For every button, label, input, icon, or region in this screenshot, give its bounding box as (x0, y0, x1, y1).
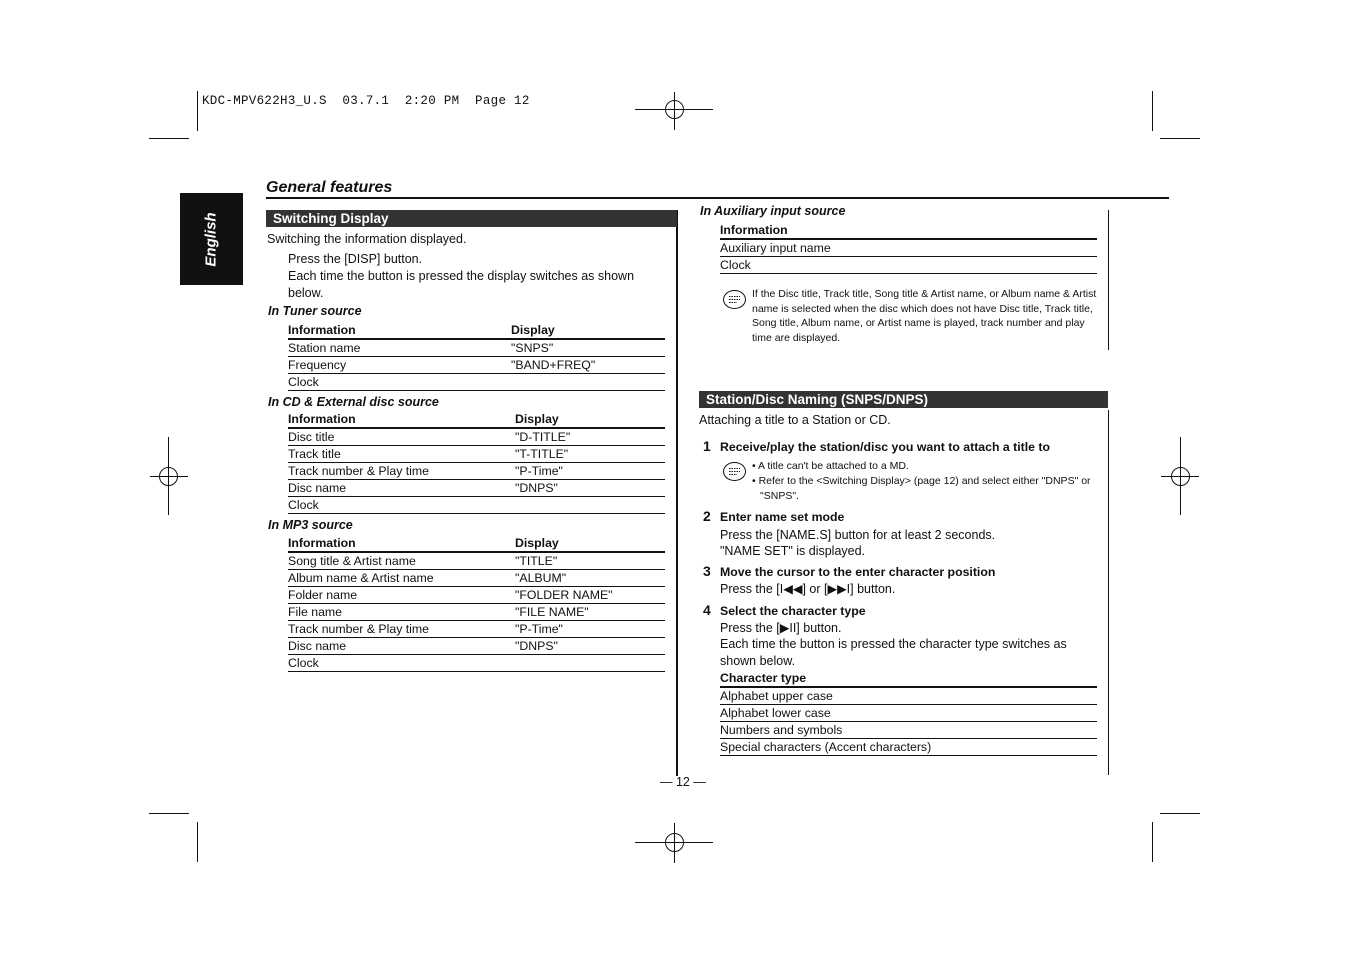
step-text: Press the [▶II] button. (720, 621, 842, 635)
table-cell: Clock (288, 497, 515, 514)
registration-mark (1171, 467, 1190, 486)
language-tab (180, 193, 243, 285)
column-header: Display (511, 322, 665, 339)
mp3-table (288, 535, 665, 672)
table-row (720, 257, 1097, 274)
table-cell: "BAND+FREQ" (511, 357, 665, 374)
column-header: Character type (720, 670, 1097, 687)
table-cell: Clock (288, 374, 511, 391)
crop-mark (1152, 91, 1153, 131)
file-header: KDC-MPV622H3_U.S 03.7.1 2:20 PM Page 12 (202, 94, 530, 108)
column-header: Information (288, 322, 511, 339)
table-cell: "T-TITLE" (515, 446, 665, 463)
crop-mark (1160, 138, 1200, 139)
table-cell: Station name (288, 339, 511, 357)
table-cell (515, 655, 665, 672)
step-number: 3 (703, 563, 711, 579)
table-cell (515, 497, 665, 514)
note-lines-icon (728, 467, 741, 476)
table-cell: Folder name (288, 587, 515, 604)
instruction-text: Press the [DISP] button. (288, 252, 423, 266)
step-note: • Refer to the <Switching Display> (page 12) and select either "DNPS" or "SNPS". (752, 475, 1091, 502)
section-intro: Attaching a title to a Station or CD. (699, 413, 891, 427)
table-cell: "FILE NAME" (515, 604, 665, 621)
table-row (288, 446, 665, 463)
column-header: Display (515, 535, 665, 552)
table-row (720, 239, 1097, 257)
step-text: Press the [NAME.S] button for at least 2 seconds. (720, 528, 996, 542)
table-row (288, 428, 665, 446)
table-row (288, 552, 665, 570)
table-cell: Clock (720, 257, 1097, 274)
crop-mark (149, 813, 189, 814)
table-cell: "TITLE" (515, 552, 665, 570)
table-cell: "DNPS" (515, 480, 665, 497)
table-cell: Disc title (288, 428, 515, 446)
registration-mark (665, 100, 684, 119)
table-row (288, 480, 665, 497)
table-cell (511, 374, 665, 391)
mp3-subheading: In MP3 source (268, 518, 353, 532)
registration-mark (665, 833, 684, 852)
table-cell: "D-TITLE" (515, 428, 665, 446)
step-title: Move the cursor to the enter character position (720, 565, 996, 579)
table-row (288, 463, 665, 480)
table-cell: "SNPS" (511, 339, 665, 357)
table-cell: "FOLDER NAME" (515, 587, 665, 604)
step-text: Each time the button is pressed the character type switches as shown below. (720, 637, 1067, 668)
table-cell: File name (288, 604, 515, 621)
column-header: Information (720, 222, 1097, 239)
section-heading-naming: Station/Disc Naming (SNPS/DNPS) (699, 391, 1108, 408)
page-number: — 12 — (660, 775, 706, 789)
table-row (288, 655, 665, 672)
step-title: Receive/play the station/disc you want to attach a title to (720, 440, 1051, 454)
note-icon (723, 290, 746, 309)
column-divider (1108, 210, 1109, 350)
table-row (288, 357, 665, 374)
table-cell: Clock (288, 655, 515, 672)
table-row (288, 621, 665, 638)
cd-subheading: In CD & External disc source (268, 395, 439, 409)
table-row (288, 587, 665, 604)
table-cell: Alphabet lower case (720, 705, 1097, 722)
tuner-table (288, 322, 665, 391)
table-row (288, 638, 665, 655)
table-cell: Disc name (288, 480, 515, 497)
table-row (720, 739, 1097, 756)
aux-table (720, 222, 1097, 274)
table-cell: "ALBUM" (515, 570, 665, 587)
section-heading-switching-display: Switching Display (266, 210, 677, 227)
table-row (288, 604, 665, 621)
crop-mark (197, 91, 198, 131)
table-cell: Frequency (288, 357, 511, 374)
crop-mark (197, 822, 198, 862)
step-note: • A title can't be attached to a MD. (752, 460, 909, 472)
step-number: 2 (703, 508, 711, 524)
table-cell: Track number & Play time (288, 621, 515, 638)
table-cell: Album name & Artist name (288, 570, 515, 587)
title-rule (266, 197, 1169, 199)
table-cell: Auxiliary input name (720, 239, 1097, 257)
step-text: "NAME SET" is displayed. (720, 544, 866, 558)
table-row (720, 722, 1097, 739)
step-title: Select the character type (720, 604, 866, 618)
registration-mark (159, 467, 178, 486)
table-row (720, 687, 1097, 705)
crop-mark (1160, 813, 1200, 814)
table-cell: Numbers and symbols (720, 722, 1097, 739)
table-row (288, 374, 665, 391)
table-cell: Track title (288, 446, 515, 463)
table-row (720, 705, 1097, 722)
table-cell: "P-Time" (515, 621, 665, 638)
column-header: Display (515, 411, 665, 428)
note-icon (723, 462, 746, 481)
aux-subheading: In Auxiliary input source (700, 204, 846, 218)
character-type-table (720, 670, 1097, 756)
step-text: Press the [I◀◀] or [▶▶I] button. (720, 582, 896, 596)
language-label: English (202, 211, 220, 267)
step-number: 4 (703, 602, 711, 618)
table-cell: Song title & Artist name (288, 552, 515, 570)
table-cell: "DNPS" (515, 638, 665, 655)
step-title: Enter name set mode (720, 510, 845, 524)
table-row (288, 497, 665, 514)
table-row (288, 570, 665, 587)
note-lines-icon (728, 295, 741, 304)
table-cell: "P-Time" (515, 463, 665, 480)
table-row (288, 339, 665, 357)
crop-mark (1152, 822, 1153, 862)
column-divider (676, 210, 678, 776)
column-divider (1108, 410, 1109, 775)
cd-table (288, 411, 665, 514)
table-cell: Special characters (Accent characters) (720, 739, 1097, 756)
instruction-detail: Each time the button is pressed the display switches as shown below. (288, 269, 635, 300)
column-header: Information (288, 535, 515, 552)
table-cell: Track number & Play time (288, 463, 515, 480)
step-number: 1 (703, 438, 711, 454)
tuner-subheading: In Tuner source (268, 304, 362, 318)
table-cell: Alphabet upper case (720, 687, 1097, 705)
page-title: General features (266, 179, 393, 196)
crop-mark (149, 138, 189, 139)
section-intro: Switching the information displayed. (267, 232, 467, 246)
table-cell: Disc name (288, 638, 515, 655)
column-header: Information (288, 411, 515, 428)
aux-note: If the Disc title, Track title, Song title & Artist name, or Album name & Artist name is selected when the disc which does not have Disc title, Track title, Song title, Album name, or Artist name is played, track number and play time are displayed. (752, 288, 1097, 344)
